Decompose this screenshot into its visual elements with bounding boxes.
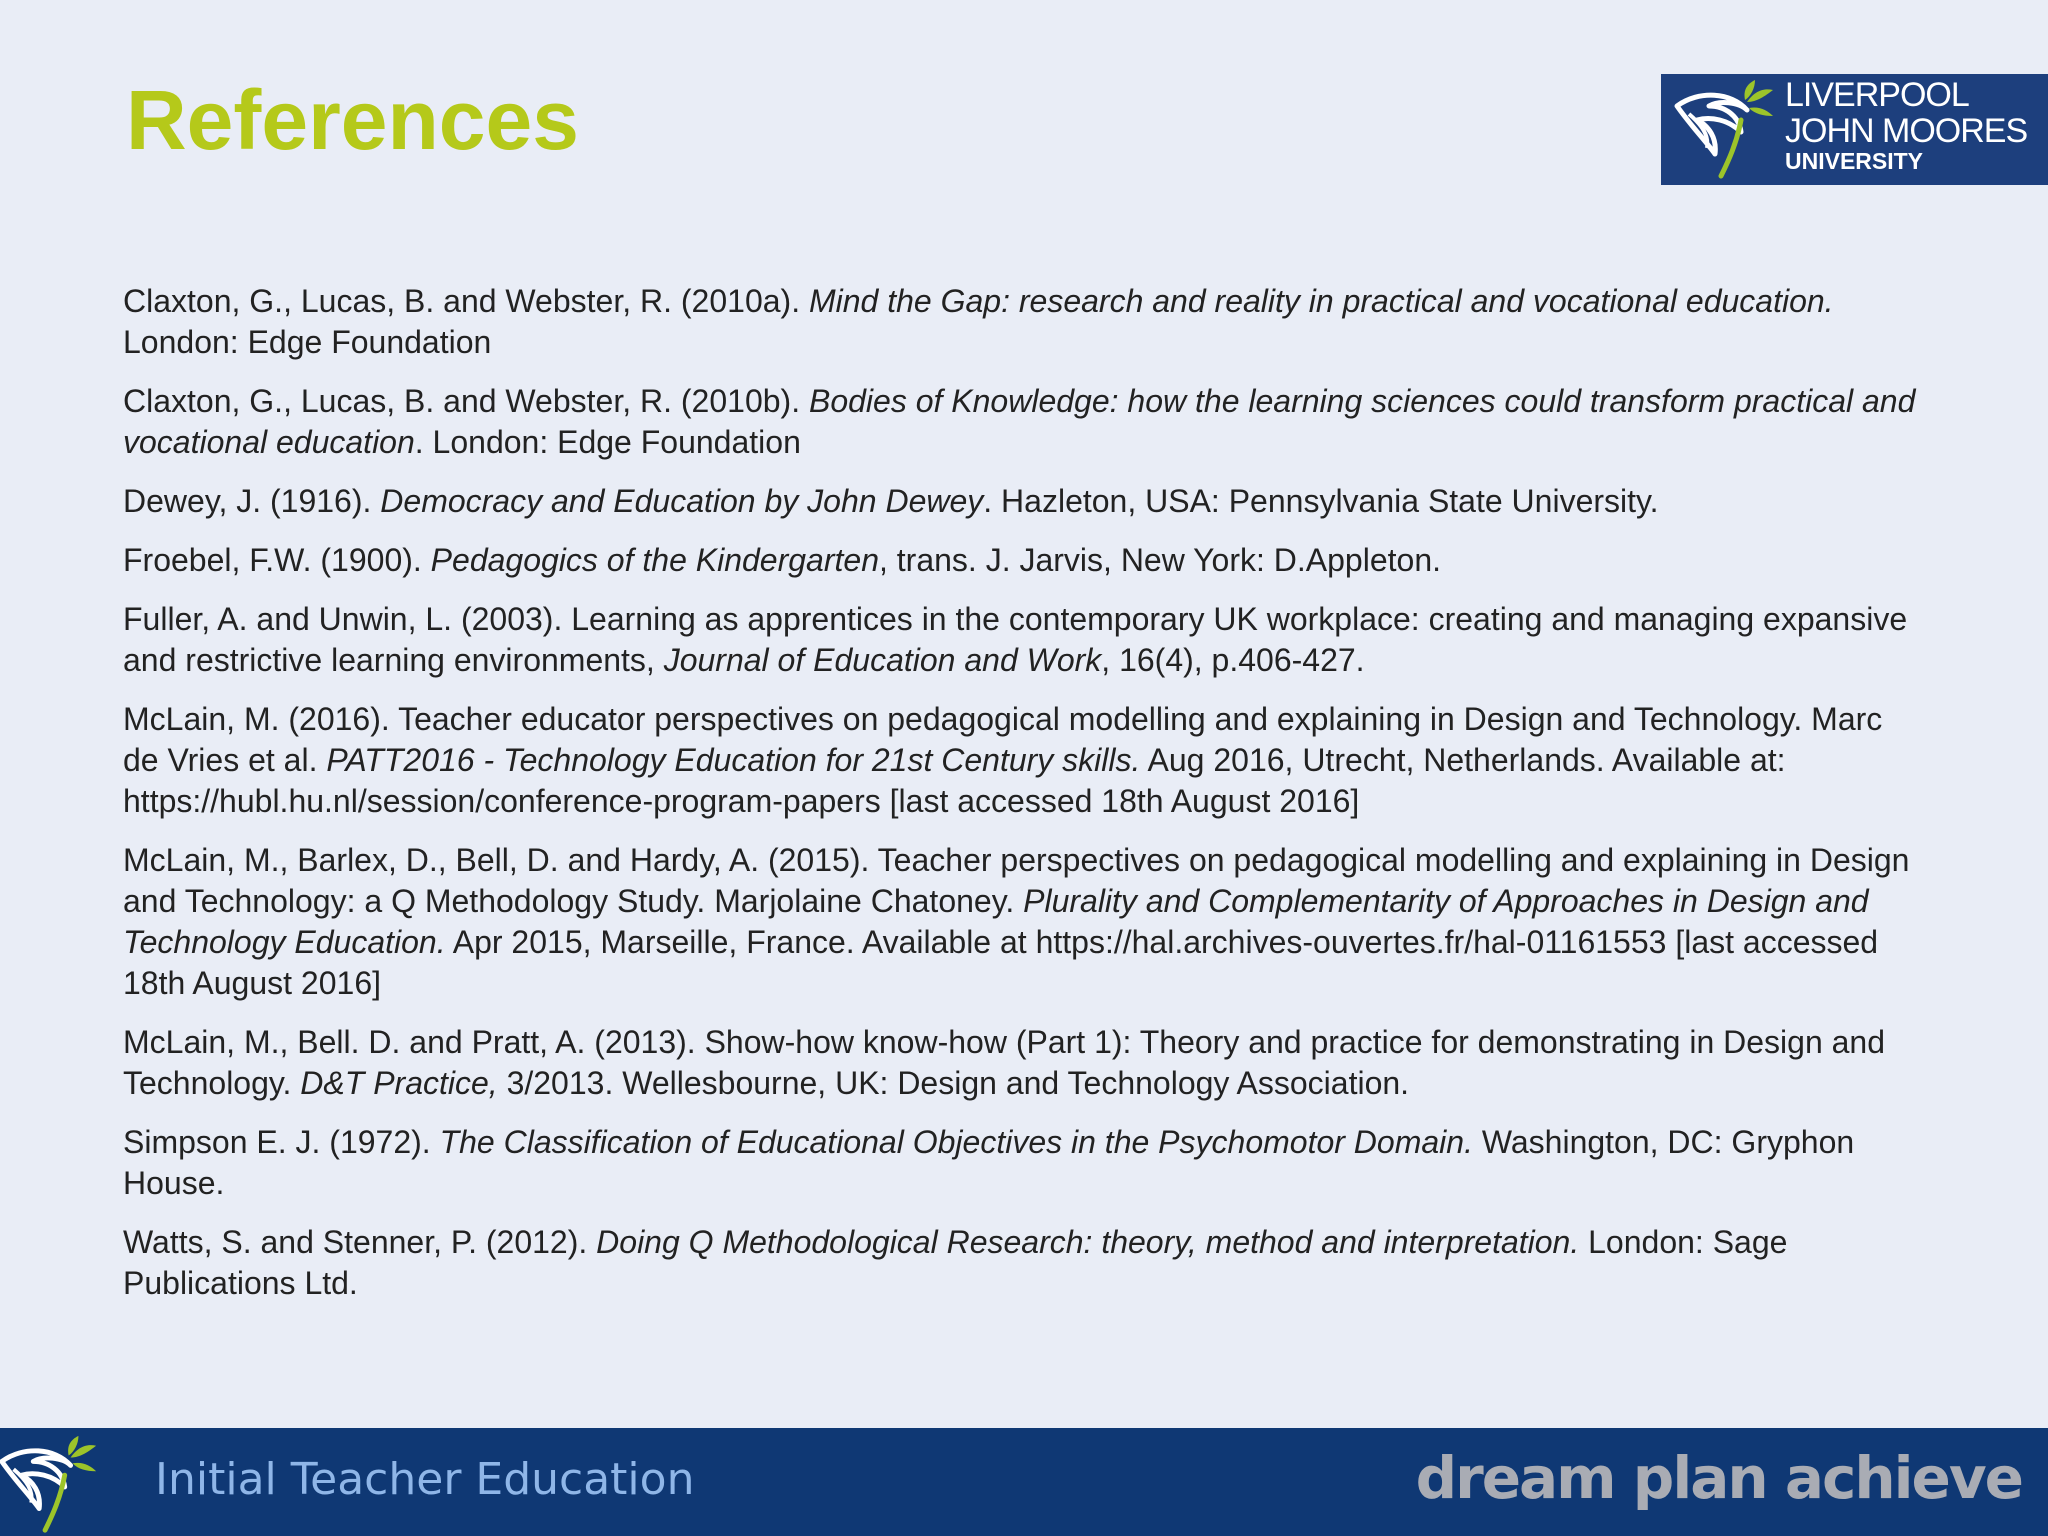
- reference-title: The Classification of Educational Objectives in the Psychomotor Domain.: [439, 1124, 1473, 1160]
- reference-text: McLain, M. (2016). Teacher educator perspectives on pedagogical modelling and explaining in Design and Technology. Marc de Vries et al.: [123, 701, 1883, 778]
- reference-text: Simpson E. J. (1972).: [123, 1124, 440, 1160]
- reference-title: Plurality and Complementarity of Approaches in Design and Technology Education.: [123, 883, 1869, 960]
- reference-text: London: Edge Foundation: [123, 324, 492, 360]
- reference-text: Aug 2016, Utrecht, Netherlands. Available at: https://hubl.hu.nl/session/conference-program-papers [last accessed 18th August 2016]: [123, 742, 1786, 819]
- reference-item: [123, 481, 1923, 522]
- reference-item: [123, 1022, 1923, 1104]
- logo-line-john-moores: JOHN MOORES: [1785, 112, 2028, 150]
- reference-text: 3/2013. Wellesbourne, UK: Design and Technology Association.: [497, 1065, 1410, 1101]
- reference-item: [123, 840, 1923, 1004]
- reference-title: D&T Practice,: [300, 1065, 498, 1101]
- reference-text: Claxton, G., Lucas, B. and Webster, R. (2010a).: [123, 283, 809, 319]
- reference-title: Democracy and Education by John Dewey: [380, 483, 984, 519]
- reference-item: [123, 540, 1923, 581]
- bird-icon: [1669, 80, 1779, 180]
- reference-text: McLain, M., Barlex, D., Bell, D. and Hardy, A. (2015). Teacher perspectives on pedagogical modelling and explaining in Design and Technology: a Q Methodology Study. Marjolaine Chatoney.: [123, 842, 1910, 919]
- reference-list: [123, 281, 1923, 1322]
- reference-text: Watts, S. and Stenner, P. (2012).: [123, 1224, 597, 1260]
- reference-item: [123, 599, 1923, 681]
- reference-text: . London: Edge Foundation: [414, 424, 801, 460]
- reference-text: Claxton, G., Lucas, B. and Webster, R. (2010b).: [123, 383, 809, 419]
- slide-title: References: [126, 73, 579, 167]
- reference-text: Apr 2015, Marseille, France. Available at https://hal.archives-ouvertes.fr/hal-01161553 [last accessed 18th August 2016]: [123, 924, 1879, 1001]
- reference-title: Pedagogics of the Kindergarten: [430, 542, 879, 578]
- reference-text: Fuller, A. and Unwin, L. (2003). Learning as apprentices in the contemporary UK workplace: creating and managing expansive and restrictive learning environments,: [123, 601, 1908, 678]
- reference-text: Washington, DC: Gryphon House.: [123, 1124, 1855, 1201]
- reference-title: Doing Q Methodological Research: theory, method and interpretation.: [596, 1224, 1580, 1260]
- reference-item: [123, 1122, 1923, 1204]
- reference-title: PATT2016 - Technology Education for 21st Century skills.: [326, 742, 1141, 778]
- reference-text: Dewey, J. (1916).: [123, 483, 381, 519]
- bird-icon: [0, 1434, 102, 1536]
- logo-line-liverpool: LIVERPOOL: [1785, 76, 1969, 114]
- reference-text: . Hazleton, USA: Pennsylvania State University.: [983, 483, 1659, 519]
- reference-text: McLain, M., Bell. D. and Pratt, A. (2013). Show-how know-how (Part 1): Theory and practice for demonstrating in Design and Technology.: [123, 1024, 1886, 1101]
- reference-text: , trans. J. Jarvis, New York: D.Appleton.: [878, 542, 1441, 578]
- reference-item: [123, 699, 1923, 822]
- footer-label: Initial Teacher Education: [155, 1454, 695, 1505]
- tagline: dream plan achieve: [1415, 1444, 2022, 1512]
- reference-item: [123, 281, 1923, 363]
- reference-text: London: Sage Publications Ltd.: [123, 1224, 1788, 1301]
- footer-bar: [0, 1428, 2048, 1536]
- reference-text: , 16(4), p.406-427.: [1101, 642, 1365, 678]
- reference-text: Froebel, F.W. (1900).: [123, 542, 431, 578]
- reference-title: Bodies of Knowledge: how the learning sciences could transform practical and vocational education: [123, 383, 1916, 460]
- reference-title: Journal of Education and Work: [663, 642, 1102, 678]
- reference-item: [123, 381, 1923, 463]
- university-logo: [1661, 74, 2048, 185]
- logo-line-university: UNIVERSITY: [1785, 148, 1924, 174]
- reference-item: [123, 1222, 1923, 1304]
- reference-title: Mind the Gap: research and reality in practical and vocational education.: [808, 283, 1834, 319]
